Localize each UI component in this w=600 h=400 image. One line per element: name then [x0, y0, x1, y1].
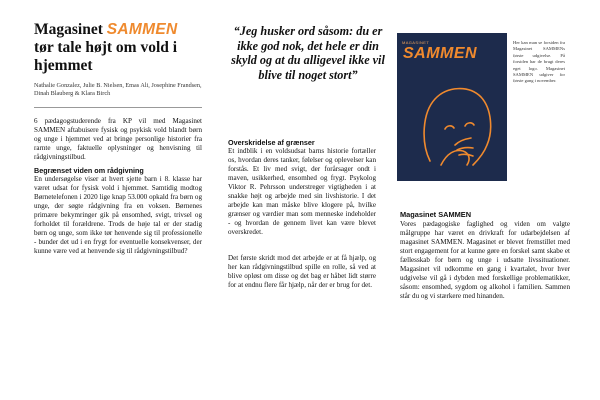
cover-caption: Her kan man se forsiden fra Magasinet SAMMENs første udgivelse. På forsiden har de brugt deres eget logo. Magasinet SAMMEN udgiver for første gang i november. — [513, 40, 565, 84]
section-paragraph-grænser-2: Det første skridt mod det arbejde er at få hjælp, og her kan rådgivningstilbud spille en rolle, så ved at blive opløst om disse og det bag er håbet lidt større for at endnu flere får hjælp, når der er brug for det. — [228, 254, 376, 289]
author-list: Nathalie Gonzalez, Julie B. Nielsen, Emas Ali, Josephine Frandsen, Dinah Blauberg & Klara Birch — [34, 82, 202, 98]
cover-small-label: MAGASINET — [402, 40, 430, 45]
section-paragraph-rådgivning: En undersøgelse viser at hvert sjette barn i 8. klasse har været udsat for fysisk vold i hjemmet. Samtidig modtog Børnetelefonen i 2020 lige knap 53.000 opkald fra børn og unge, der søgte rådgivning fra en voksen. Børnenes primære bekymringer gik på ensomhed, svigt, trivsel og forholdet til forældrene. Trods de høje tal er der stadig børn og unge, som ikke tør henvende sig til professionelle - bunder det ud i en frygt for eventuelle konsekvenser, der kunne være ved at henvende sig til rådgivningstilbud? — [34, 175, 202, 255]
cover-title: SAMMEN — [403, 45, 478, 62]
title-prefix: Magasinet — [34, 21, 103, 38]
section-heading-grænser: Overskridelse af grænser — [228, 138, 315, 147]
intro-paragraph: 6 pædagogstuderende fra KP vil med Magasinet SAMMEN aftabuisere fysisk og psykisk vold blandt børn og unge i hjemmet ved at bringe personlige historier fra rarnte unge, faktuelle oplysninger og henvisning til rådgivningstilbud. — [34, 117, 202, 161]
title-rest: tør tale højt om vold i hjemmet — [34, 39, 178, 74]
section-paragraph-grænser: Et indblik i en voldsudsat barns historie fortæller os, hvordan deres tanker, følelser og oplevelser kan forstås. Et liv med svigt, der forårsager ondt i maven, usikkerhed, ensomhed og frygt. Psykolog Viktor R. Pehrsson understreger vigtigheden i at snakke højt og arbejde med sin livshistorie. I det arbejde kan man måske blive klogere på, hvilke grænser og værdier man som menneske indeholder - og hvordan de gennem livet kan være blevet overskredet. — [228, 147, 376, 236]
cover-illustration-icon — [397, 33, 507, 181]
magazine-cover-image — [397, 33, 507, 181]
article-title — [34, 21, 209, 75]
section-heading-magasinet: Magasinet SAMMEN — [400, 210, 472, 219]
section-heading-rådgivning: Begrænset viden om rådgivning — [34, 166, 144, 175]
title-brand: SAMMEN — [106, 21, 178, 38]
title-divider — [34, 107, 202, 108]
pull-quote: “Jeg husker ord såsom: du er ikke god nok, det hele er din skyld og at du alligevel ikke vil blive til noget stort” — [231, 24, 385, 82]
section-paragraph-magasinet: Vores pædagogiske faglighed og viden om valgte målgruppe har været en drivkraft for udarbejdelsen af magasinet SAMMEN. Magasinet er blevet fremstillet med stort engagement for at kunne gøre en forskel samt skabe et fællesskab for børn og unge i udsatte livssituationer. Magasinet vil udkomme en gang i kvartalet, hvor hver udgivelse vil gå i dybden med forskellige problematikker, såsom: ensomhed, sygdom og alkohol i familien. Sammen står du og vi stærkere med hinanden. — [400, 220, 570, 300]
